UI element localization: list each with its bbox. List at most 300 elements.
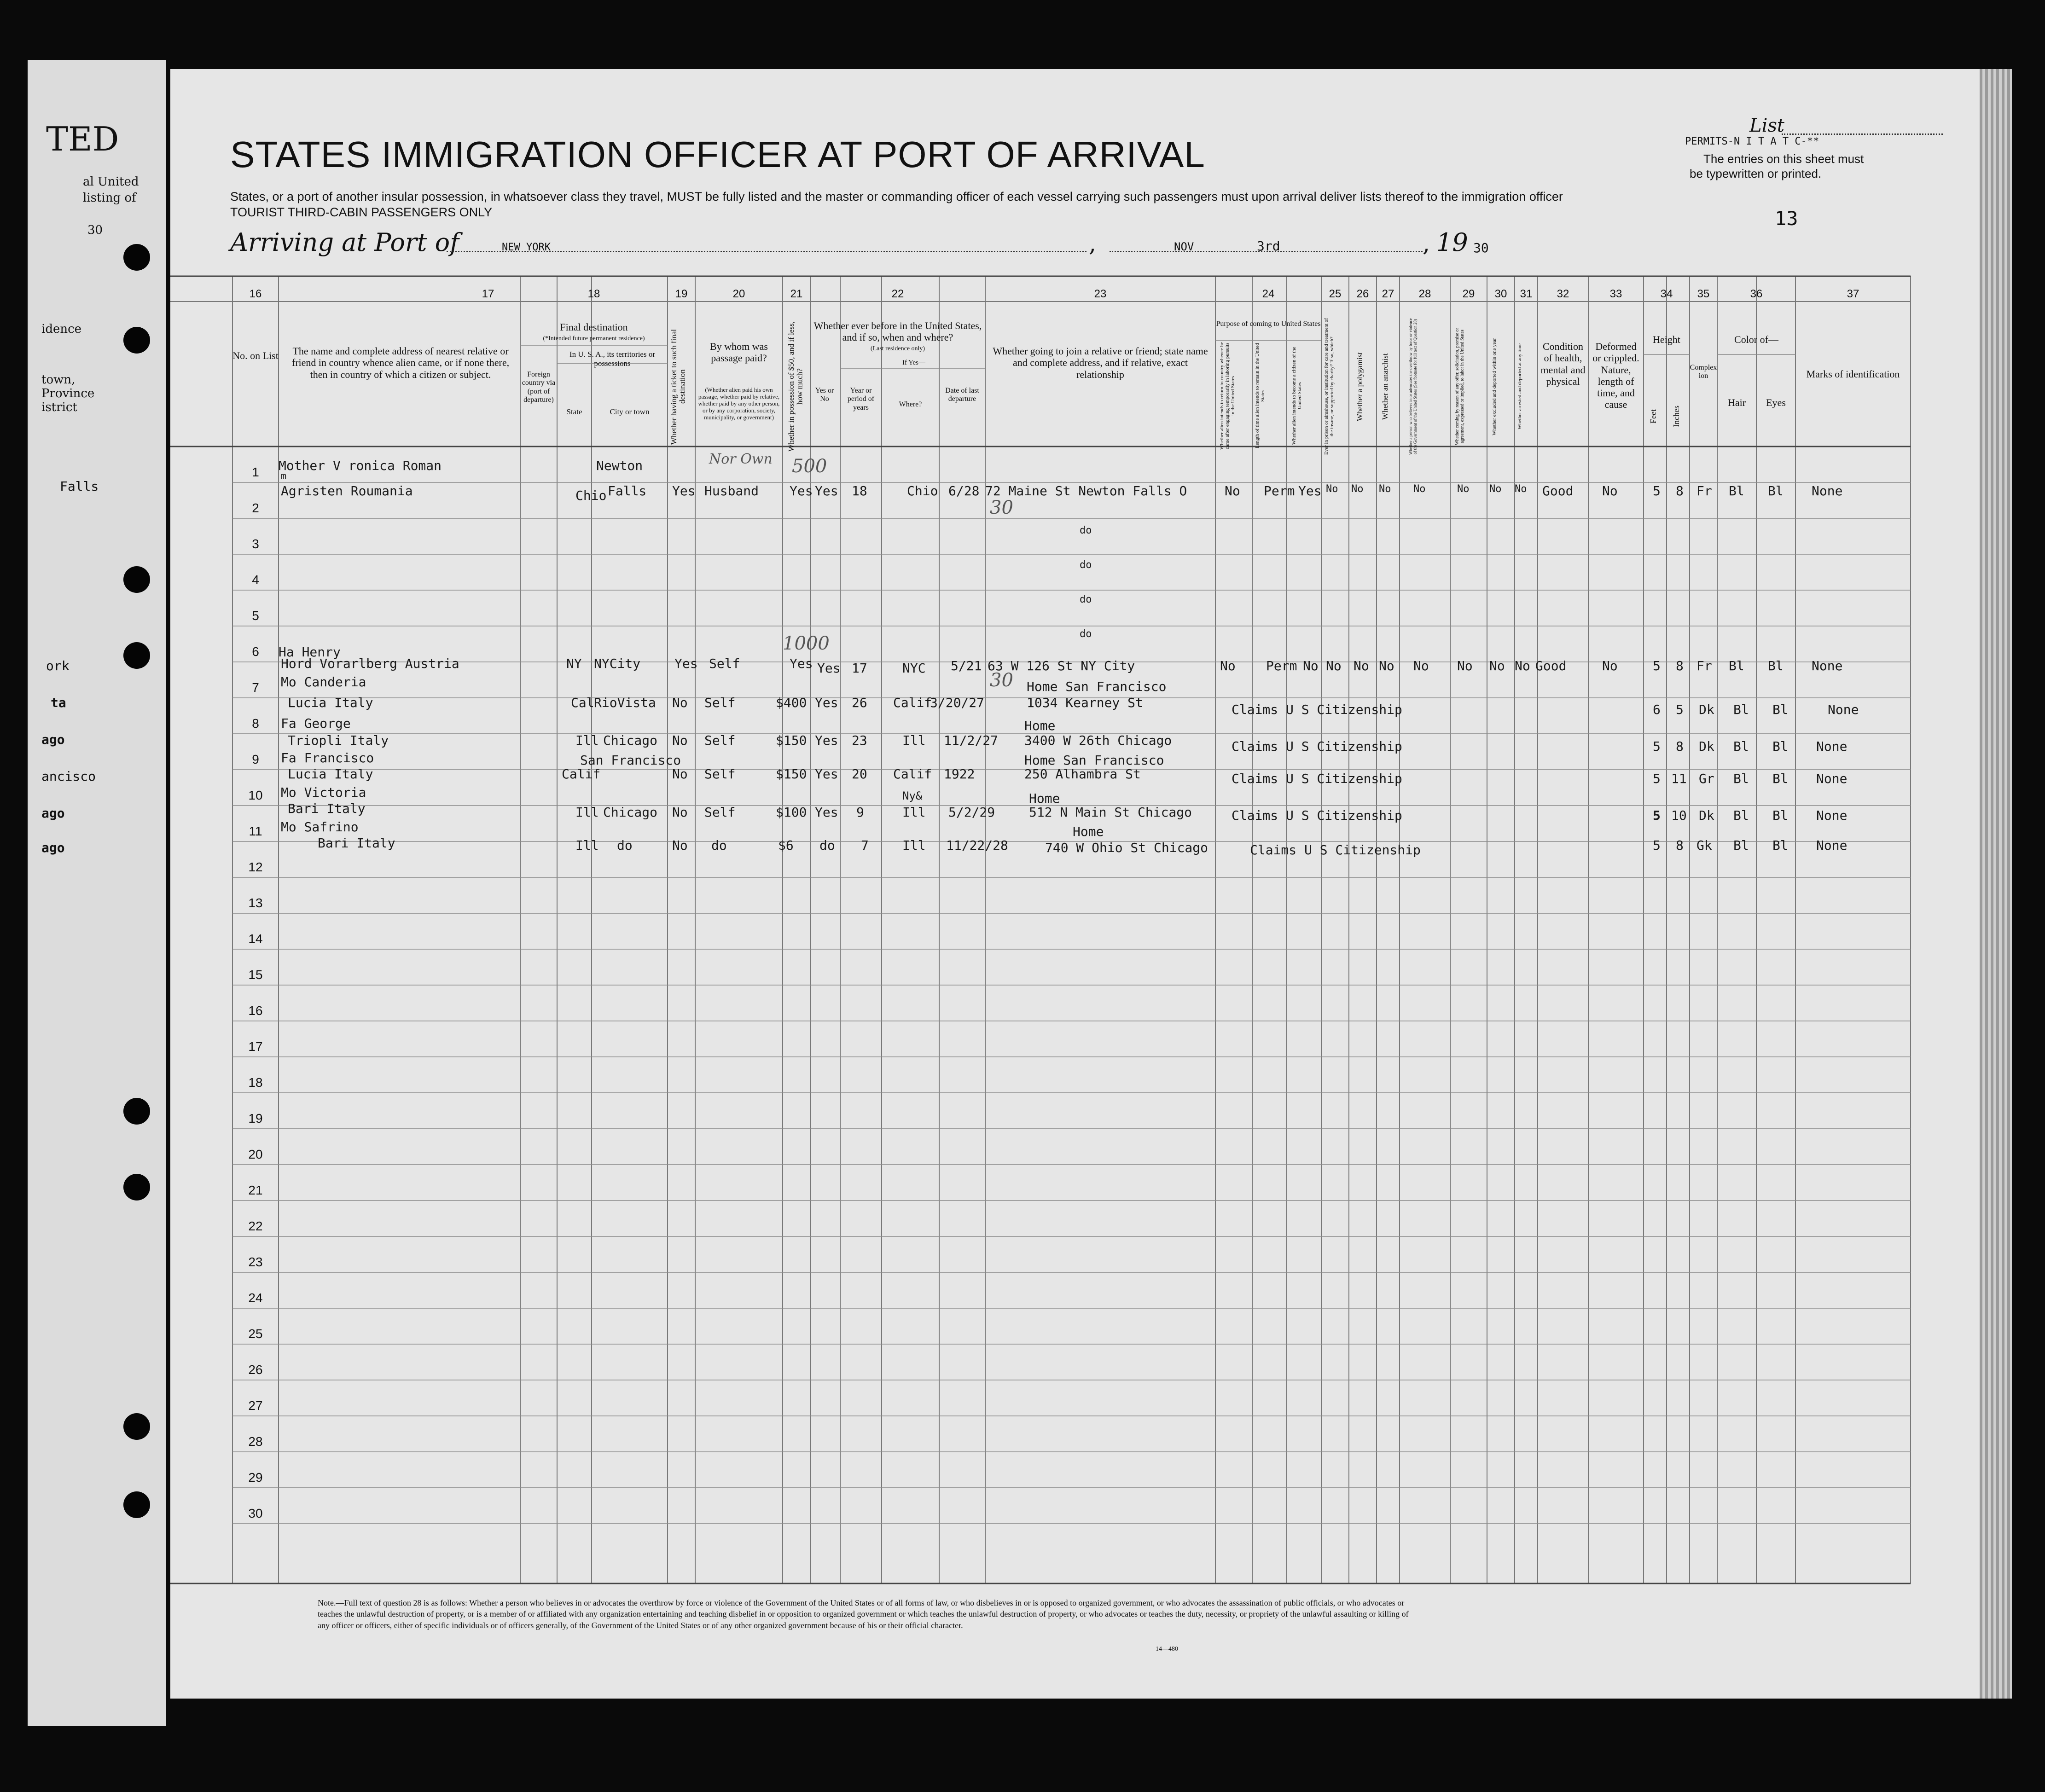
marks: None xyxy=(1816,771,1847,786)
dest-state: Ill xyxy=(575,805,599,820)
header-money: Whether in possession of $50, and if less, how much? xyxy=(787,321,804,452)
purpose-length: Perm xyxy=(1266,658,1297,673)
list-label: List xyxy=(1749,115,1784,136)
row-number: 14 xyxy=(248,932,263,946)
join-address: 740 W Ohio St Chicago xyxy=(1045,840,1208,855)
q27: No xyxy=(1379,483,1391,495)
header-passage-note: (Whether alien paid his own passage, whether paid by relative, whether paid by any other person, or by any corporation, society, municipality, or government) xyxy=(698,386,780,421)
column-number: 16 xyxy=(249,288,262,300)
left-page-residence: idence xyxy=(41,322,82,336)
height-inches: 8 xyxy=(1676,838,1684,853)
header-arrested: Whether arrested and deported at any time xyxy=(1517,343,1522,430)
q28: No xyxy=(1413,483,1426,495)
years: 9 xyxy=(856,805,864,820)
join-home: Home xyxy=(1073,824,1104,839)
header-anarchist: Whether an anarchist xyxy=(1381,353,1389,420)
row-number: 7 xyxy=(252,680,259,695)
join-address: 72 Maine St Newton Falls O xyxy=(985,483,1187,499)
before-us: Yes xyxy=(815,805,838,820)
dest-state: Ill xyxy=(575,733,599,748)
row-number: 28 xyxy=(248,1434,263,1449)
marks: None xyxy=(1816,838,1847,853)
dest-state: Cal xyxy=(571,695,594,710)
manifest-grid xyxy=(170,69,1980,1699)
hair-color: Bl xyxy=(1729,483,1744,499)
header-purpose-return: Whether alien intends to return to country whence he came after engaging temporarily in laboring pursuits in the United States xyxy=(1219,342,1236,450)
money: $150 xyxy=(776,733,807,748)
height-feet: 5 xyxy=(1653,838,1661,853)
header-last-departure: Date of last departure xyxy=(945,387,979,403)
manifest-page xyxy=(170,69,1980,1699)
eye-color: Bl xyxy=(1772,838,1788,853)
column-number: 31 xyxy=(1520,288,1533,300)
header-deformed: Deformed or crippled. Nature, length of time, and cause xyxy=(1592,341,1639,411)
claims-citizenship: Claims U S Citizenship xyxy=(1232,702,1402,717)
dest-city-top: San Francisco xyxy=(580,753,681,768)
years: 18 xyxy=(852,483,867,499)
complexion: Fr xyxy=(1696,483,1712,499)
question-28-footnote: Note.—Full text of question 28 is as follows: Whether a person who believes in or advocates the overthrow by force or violence of the Government of the United States or of all forms of law, or who disbelieves in or is opposed to organized government, or who advocates the assassination of public officials, or who advocates or teaches the unlawful destruction of property, or is a member of or affiliated with any organization entertaining and teaching disbelief in or opposition to organized government or which teaches the unlawful destruction of property, or who advocates or teaches the duty, necessity, or propriety of the unlawful assaulting or killing of any officer or officers, either of specific individuals or of officers generally, of the Government of the United States or of any other organized government because of his or their official character. xyxy=(318,1598,1409,1630)
hair-color: Bl xyxy=(1733,838,1749,853)
passenger-class: TOURIST THIRD-CABIN PASSENGERS ONLY xyxy=(230,205,493,219)
instructions: be typewritten or printed. xyxy=(1690,167,1822,180)
q25: No xyxy=(1326,483,1338,495)
q29: No xyxy=(1457,483,1470,495)
paid-by: Self xyxy=(704,695,736,710)
header-if-yes: If Yes— xyxy=(902,359,925,366)
left-page-row-text: ago xyxy=(41,840,65,855)
handwritten-note: Nor Own xyxy=(709,451,773,467)
height-inches: 10 xyxy=(1671,808,1687,823)
where-top: Ny& xyxy=(902,789,923,802)
paid-by: Self xyxy=(704,766,736,782)
health: Good xyxy=(1542,483,1574,499)
height-inches: 8 xyxy=(1676,739,1684,754)
row-number: 22 xyxy=(248,1219,263,1233)
relative-name: Fa George xyxy=(281,716,351,731)
height-feet: 5 xyxy=(1653,658,1661,673)
left-page-title-fragment: TED xyxy=(46,120,119,158)
purpose-citizen: No xyxy=(1303,658,1319,673)
ditto-mark: do xyxy=(1080,559,1092,571)
column-number: 20 xyxy=(732,288,745,300)
relative-address: Agristen Roumania xyxy=(281,483,413,499)
height-feet: 5 xyxy=(1653,808,1661,823)
row-number: 19 xyxy=(248,1111,263,1125)
binder-hole xyxy=(123,566,150,593)
paid-by: Husband xyxy=(704,483,759,499)
complexion: Dk xyxy=(1699,702,1714,717)
deformed: No xyxy=(1602,658,1618,673)
ticket: No xyxy=(672,805,688,820)
purpose-return: No xyxy=(1225,483,1240,499)
header-health: Condition of health, mental and physical xyxy=(1540,341,1586,387)
join-home: Home xyxy=(1024,718,1056,733)
year-prefix: 19 xyxy=(1436,228,1468,257)
column-number: 36 xyxy=(1750,288,1763,300)
claims-citizenship: Claims U S Citizenship xyxy=(1250,842,1421,858)
row-number: 2 xyxy=(252,501,259,515)
row-number: 6 xyxy=(252,644,259,659)
join-address: 63 W 126 St NY City xyxy=(988,658,1135,673)
join-address: 1034 Kearney St xyxy=(1027,695,1143,710)
instructions: The entries on this sheet must xyxy=(1703,152,1864,166)
header-purpose-length: Length of time alien intends to remain in the United States xyxy=(1255,343,1266,449)
header-color-of: Color of— xyxy=(1734,334,1778,345)
relative-address: Bari Italy xyxy=(288,801,366,816)
arriving-label: Arriving at Port of xyxy=(230,228,459,257)
row-number: 29 xyxy=(248,1470,263,1485)
row-number: 13 xyxy=(248,896,263,910)
last-departure: 5/21 xyxy=(951,658,982,673)
last-departure: 11/2/27 xyxy=(944,733,999,748)
relative-name: Mother V ronica Roman xyxy=(279,458,442,473)
last-departure: 5/2/29 xyxy=(948,805,995,820)
relative-name: Mo Canderia xyxy=(281,674,366,690)
q26: No xyxy=(1351,483,1364,495)
claims-citizenship: Claims U S Citizenship xyxy=(1232,739,1402,754)
before-us: Yes xyxy=(815,766,838,782)
header-years: Year or period of years xyxy=(847,387,875,412)
join-address: 250 Alhambra St xyxy=(1024,766,1141,782)
money: $400 xyxy=(776,695,807,710)
complexion: Dk xyxy=(1699,739,1714,754)
years: 7 xyxy=(861,838,869,853)
deformed: No xyxy=(1602,483,1618,499)
row-number: 23 xyxy=(248,1255,263,1269)
q26: No xyxy=(1354,658,1369,673)
row-number: 3 xyxy=(252,537,259,551)
sheet-number: 13 xyxy=(1775,207,1798,230)
binder-hole xyxy=(123,642,150,669)
where: Calif xyxy=(893,695,932,710)
height-feet: 6 xyxy=(1653,702,1661,717)
dest-city: RioVista xyxy=(594,695,656,710)
header-relative: The name and complete address of nearest relative or friend in country whence alien came, or if none there, then in country of which a citizen or subject. xyxy=(291,345,510,380)
foreign-country: NY xyxy=(566,656,582,671)
column-number: 21 xyxy=(790,288,803,300)
row-number: 17 xyxy=(248,1039,263,1054)
header-city: City or town xyxy=(610,407,650,416)
where: Ill xyxy=(902,805,926,820)
last-departure: 6/28 xyxy=(948,483,980,499)
relative-name: Fa Francisco xyxy=(281,750,374,766)
claims-citizenship: Claims U S Citizenship xyxy=(1232,808,1402,823)
where: Ill xyxy=(902,838,926,853)
join-address: 3400 W 26th Chicago xyxy=(1024,733,1172,748)
date-day: 3rd xyxy=(1257,238,1280,254)
money: $150 xyxy=(776,766,807,782)
row-number: 8 xyxy=(252,716,259,731)
header-final-destination: Final destination xyxy=(560,321,628,333)
row-number: 26 xyxy=(248,1363,263,1377)
column-number: 23 xyxy=(1094,288,1107,300)
left-page-town: Province xyxy=(41,387,95,400)
height-feet: 5 xyxy=(1653,739,1661,754)
column-number: 30 xyxy=(1494,288,1507,300)
q31: No xyxy=(1515,483,1527,495)
binder-hole xyxy=(123,244,150,271)
permits-code: PERMITS-N I T A T C-** xyxy=(1685,136,1819,147)
purpose-return: No xyxy=(1220,658,1236,673)
row-number: 27 xyxy=(248,1398,263,1413)
marks: None xyxy=(1812,483,1843,499)
port-name: NEW YORK xyxy=(502,242,551,253)
header-eyes: Eyes xyxy=(1766,397,1786,408)
relative-address: Bari Italy xyxy=(318,835,395,851)
column-number: 28 xyxy=(1418,288,1431,300)
row-number: 20 xyxy=(248,1147,263,1161)
height-inches: 8 xyxy=(1676,483,1684,499)
hair-color: Bl xyxy=(1729,658,1744,673)
row-number: 15 xyxy=(248,968,263,982)
column-number: 37 xyxy=(1847,288,1859,300)
ticket: No xyxy=(672,733,688,748)
header-polygamist: Whether a polygamist xyxy=(1355,352,1364,422)
handwritten-date-note: 30 xyxy=(990,670,1013,691)
column-number: 22 xyxy=(891,288,904,300)
left-page-row-text: ago xyxy=(41,732,65,747)
row-number: 1 xyxy=(252,465,259,479)
header-prison: Ever in prison or almshouse, or institution for care and treatment of the insane, or supported by charity? If so, which? xyxy=(1324,318,1335,455)
money: Yes xyxy=(790,656,813,671)
relative-name: Mo Safrino xyxy=(281,819,359,835)
left-page-row-text: ork xyxy=(46,658,70,673)
complexion: Gk xyxy=(1696,838,1712,853)
header-question-28: Whether a person who believes in or advocates the overthrow by force or violence of the Government of the United States (See footnote for full text of Question 28) xyxy=(1408,318,1418,455)
row-number: 10 xyxy=(248,788,263,802)
header-purpose: Purpose of coming to United States xyxy=(1216,320,1321,328)
paid-by: Self xyxy=(704,805,736,820)
q25: No xyxy=(1326,658,1342,673)
comma: , xyxy=(1423,230,1430,257)
eye-color: Bl xyxy=(1772,702,1788,717)
q27: No xyxy=(1379,658,1394,673)
header-hair: Hair xyxy=(1727,397,1746,408)
header-foreign-country: Foreign country via (port of departure) xyxy=(522,371,556,404)
ticket: No xyxy=(672,695,688,710)
eye-color: Bl xyxy=(1768,483,1784,499)
height-inches: 8 xyxy=(1676,658,1684,673)
health: Good xyxy=(1535,658,1567,673)
left-page-line: listing of xyxy=(83,191,136,205)
column-number: 33 xyxy=(1609,288,1622,300)
last-departure: 1922 xyxy=(944,766,975,782)
where: Chio xyxy=(907,483,938,499)
height-inches: 11 xyxy=(1671,771,1687,786)
ticket: No xyxy=(672,838,688,853)
ditto-mark: do xyxy=(1080,525,1092,536)
header-complexion: Complexion xyxy=(1690,364,1717,380)
header-usa: In U. S. A., its territories or possessions xyxy=(569,350,656,368)
dest-city-top: Newton xyxy=(596,458,643,473)
relative-address: Lucia Italy xyxy=(288,695,373,710)
binder-hole xyxy=(123,327,150,354)
left-page-town: istrict xyxy=(41,400,77,414)
header-inches: Inches xyxy=(1672,406,1681,428)
binder-hole xyxy=(123,1491,150,1518)
q31: No xyxy=(1515,658,1530,673)
left-facing-page xyxy=(28,60,166,1726)
row-number: 18 xyxy=(248,1075,263,1090)
comma: , xyxy=(1089,230,1096,257)
relative-name: Mo Victoria xyxy=(281,785,366,800)
header-yes-no: Yes or No xyxy=(815,387,834,403)
binder-hole xyxy=(123,1098,150,1125)
left-page-row-text: ago xyxy=(41,806,65,821)
hair-color: Bl xyxy=(1733,702,1749,717)
marks: None xyxy=(1828,702,1859,717)
year-suffix: 30 xyxy=(1473,240,1489,255)
paid-by: do xyxy=(711,838,727,853)
page-title: STATES IMMIGRATION OFFICER AT PORT OF ARRIVAL xyxy=(230,134,1205,175)
complexion: Gr xyxy=(1699,771,1714,786)
row-number: 9 xyxy=(252,752,259,766)
ditto-mark: do xyxy=(1080,628,1092,640)
header-before-note: (Last residence only) xyxy=(870,345,925,352)
eye-color: Bl xyxy=(1772,771,1788,786)
header-marks: Marks of identification xyxy=(1806,368,1900,380)
q28: No xyxy=(1413,658,1429,673)
ticket: Yes xyxy=(674,656,698,671)
header-purpose-citizen: Whether alien intends to become a citizen of the United States xyxy=(1291,347,1303,445)
ticket: Yes xyxy=(672,483,696,499)
header-height: Height xyxy=(1653,334,1680,345)
left-page-row-text: ancisco xyxy=(41,769,96,784)
relative-address: Hord Vorarlberg Austria xyxy=(281,656,459,671)
paid-by: Self xyxy=(704,733,736,748)
years: 17 xyxy=(852,661,867,676)
q30: No xyxy=(1489,658,1505,673)
q30: No xyxy=(1489,483,1502,495)
relative-annotation: m xyxy=(281,470,287,481)
height-feet: 5 xyxy=(1653,771,1661,786)
eye-color: Bl xyxy=(1768,658,1784,673)
date-month: NOV xyxy=(1174,240,1194,253)
header-before-us: Whether ever before in the United States, and if so, when and where? xyxy=(813,320,982,343)
q29: No xyxy=(1457,658,1473,673)
header-labor-offer: Whether coming by reason of any offer, solicitation, promise or agreement, expressed or implied, to labor in the United States xyxy=(1455,328,1465,446)
header-join-relative: Whether going to join a relative or friend; state name and complete address, and if relative, exact relationship xyxy=(993,345,1208,380)
ditto-mark: do xyxy=(1080,594,1092,605)
where: NYC xyxy=(902,661,926,676)
hair-color: Bl xyxy=(1733,771,1749,786)
column-number: 17 xyxy=(482,288,494,300)
row-number: 11 xyxy=(249,824,262,838)
dest-city: Chicago xyxy=(603,733,658,748)
where: Ill xyxy=(902,733,926,748)
column-number: 27 xyxy=(1382,288,1394,300)
join-home: Home San Francisco xyxy=(1024,753,1164,768)
before-us: Yes xyxy=(815,695,838,710)
left-page-row-text: Falls xyxy=(60,479,99,494)
handwritten-date-note: 30 xyxy=(990,497,1013,518)
header-where: Where? xyxy=(899,400,922,408)
before-us: Yes xyxy=(815,733,838,748)
column-number: 35 xyxy=(1697,288,1710,300)
years: 26 xyxy=(852,695,867,710)
before-us: Yes xyxy=(815,483,838,499)
column-number: 19 xyxy=(675,288,688,300)
header-no-on-list: No. on List xyxy=(232,350,279,361)
dest-state: Chio xyxy=(575,488,607,503)
dest-city: Chicago xyxy=(603,805,658,820)
marks: None xyxy=(1816,739,1847,754)
form-number: 14—480 xyxy=(1156,1646,1178,1653)
header-note: (*Intended future permanent residence) xyxy=(543,335,645,342)
complexion: Dk xyxy=(1699,808,1714,823)
last-departure: 11/22/28 xyxy=(946,838,1008,853)
dest-state: Calif xyxy=(562,766,601,782)
dest-city: Falls xyxy=(608,483,647,499)
header-ticket: Whether having a ticket to such final destination xyxy=(669,329,687,445)
last-departure: 3/20/27 xyxy=(930,695,985,710)
before-us: Yes xyxy=(817,661,841,676)
purpose-length: Perm xyxy=(1264,483,1295,499)
column-number: 24 xyxy=(1262,288,1275,300)
binder-hole xyxy=(123,1413,150,1440)
join-home: Home xyxy=(1029,791,1060,806)
dest-state: Ill xyxy=(575,838,599,853)
row-number: 16 xyxy=(248,1003,263,1018)
join-address: 512 N Main St Chicago xyxy=(1029,805,1192,820)
height-inches: 5 xyxy=(1676,702,1684,717)
before-us: do xyxy=(819,838,835,853)
row-number: 21 xyxy=(248,1183,263,1197)
relative-address: Lucia Italy xyxy=(288,766,373,782)
handwritten-amount: 500 xyxy=(792,456,827,477)
years: 20 xyxy=(852,766,867,782)
money: $6 xyxy=(778,838,794,853)
header-excluded: Whether excluded and deported within one year xyxy=(1492,338,1497,435)
ticket: No xyxy=(672,766,688,782)
left-page-town: town, xyxy=(41,373,76,387)
height-feet: 5 xyxy=(1653,483,1661,499)
column-number: 18 xyxy=(587,288,600,300)
marks: None xyxy=(1816,808,1847,823)
row-number: 24 xyxy=(248,1291,263,1305)
column-number: 26 xyxy=(1356,288,1369,300)
complexion: Fr xyxy=(1696,658,1712,673)
eye-color: Bl xyxy=(1772,808,1788,823)
row-number: 4 xyxy=(252,573,259,587)
money: $100 xyxy=(776,805,807,820)
hair-color: Bl xyxy=(1733,739,1749,754)
page-subtitle: States, or a port of another insular possession, in whatsoever class they travel, MUST be fully listed and the master or commanding officer of each vessel carrying such passengers must upon arrival deliver lists thereof to the immigration officer xyxy=(230,190,1563,203)
left-page-line: al United xyxy=(83,175,139,189)
column-number: 34 xyxy=(1660,288,1673,300)
page-edges xyxy=(1980,69,2012,1699)
header-passage: By whom was passage paid? xyxy=(710,341,768,364)
relative-name: Ha Henry xyxy=(279,644,341,660)
column-number: 25 xyxy=(1329,288,1342,300)
relative-address: Triopli Italy xyxy=(288,733,389,748)
left-page-row-text: ta xyxy=(51,695,66,710)
paid-by: Self xyxy=(709,656,740,671)
binder-hole xyxy=(123,1174,150,1200)
row-number: 25 xyxy=(248,1327,263,1341)
join-home: Home San Francisco xyxy=(1027,679,1167,694)
eye-color: Bl xyxy=(1772,739,1788,754)
where: Calif xyxy=(893,766,932,782)
dest-city: do xyxy=(617,838,633,853)
dest-city: NYCity xyxy=(594,656,641,671)
row-number: 5 xyxy=(252,609,259,623)
header-state: State xyxy=(566,407,582,416)
purpose-citizen: Yes xyxy=(1298,483,1322,499)
left-page-year: 30 xyxy=(87,223,103,237)
row-number: 30 xyxy=(248,1506,263,1520)
